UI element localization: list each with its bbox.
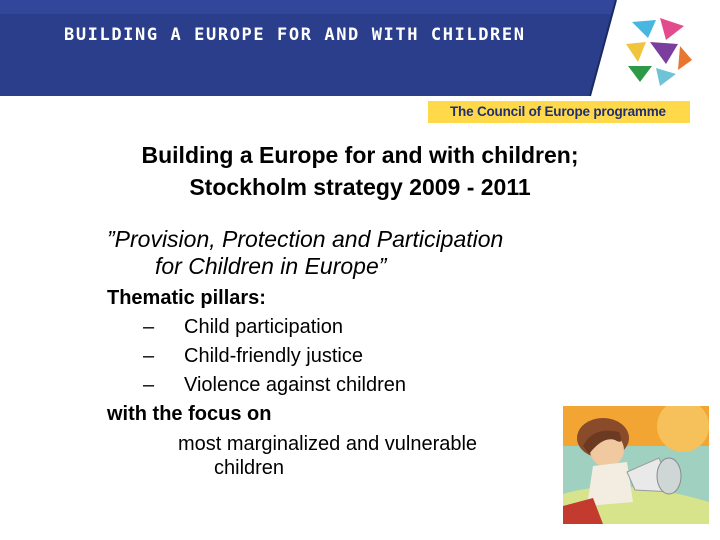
list-item	[107, 371, 577, 400]
child-with-megaphone-illustration-icon	[563, 406, 709, 524]
quote-line-2: for Children in Europe”	[155, 253, 387, 279]
list-item	[107, 313, 577, 342]
council-of-europe-children-logo-icon	[622, 16, 694, 88]
dash-bullet: –	[143, 374, 155, 396]
focus-line-2: children	[214, 457, 285, 479]
list-item	[107, 342, 577, 371]
pillar-label: Child-friendly justice	[184, 345, 363, 367]
header-banner	[0, 0, 720, 130]
heading-line-2: Stockholm strategy 2009 - 2011	[189, 174, 531, 200]
dash-bullet: –	[143, 316, 155, 338]
dash-bullet: –	[143, 345, 155, 367]
heading-line-1: Building a Europe for and with children;	[141, 142, 579, 168]
quote-line-1: ”Provision, Protection and Participation	[107, 226, 504, 252]
pillars-title: Thematic pillars:	[107, 287, 266, 309]
slide-content	[107, 284, 577, 480]
programme-label: The Council of Europe programme	[450, 104, 666, 119]
banner-title: BUILDING A EUROPE FOR AND WITH CHILDREN	[64, 25, 526, 45]
pillar-label: Child participation	[184, 316, 343, 338]
focus-title: with the focus on	[107, 403, 272, 425]
focus-text	[107, 429, 577, 480]
strategy-quote	[107, 226, 627, 280]
focus-line-1: most marginalized and vulnerable	[178, 433, 478, 455]
pillar-label: Violence against children	[184, 374, 407, 396]
slide-heading	[80, 139, 640, 203]
